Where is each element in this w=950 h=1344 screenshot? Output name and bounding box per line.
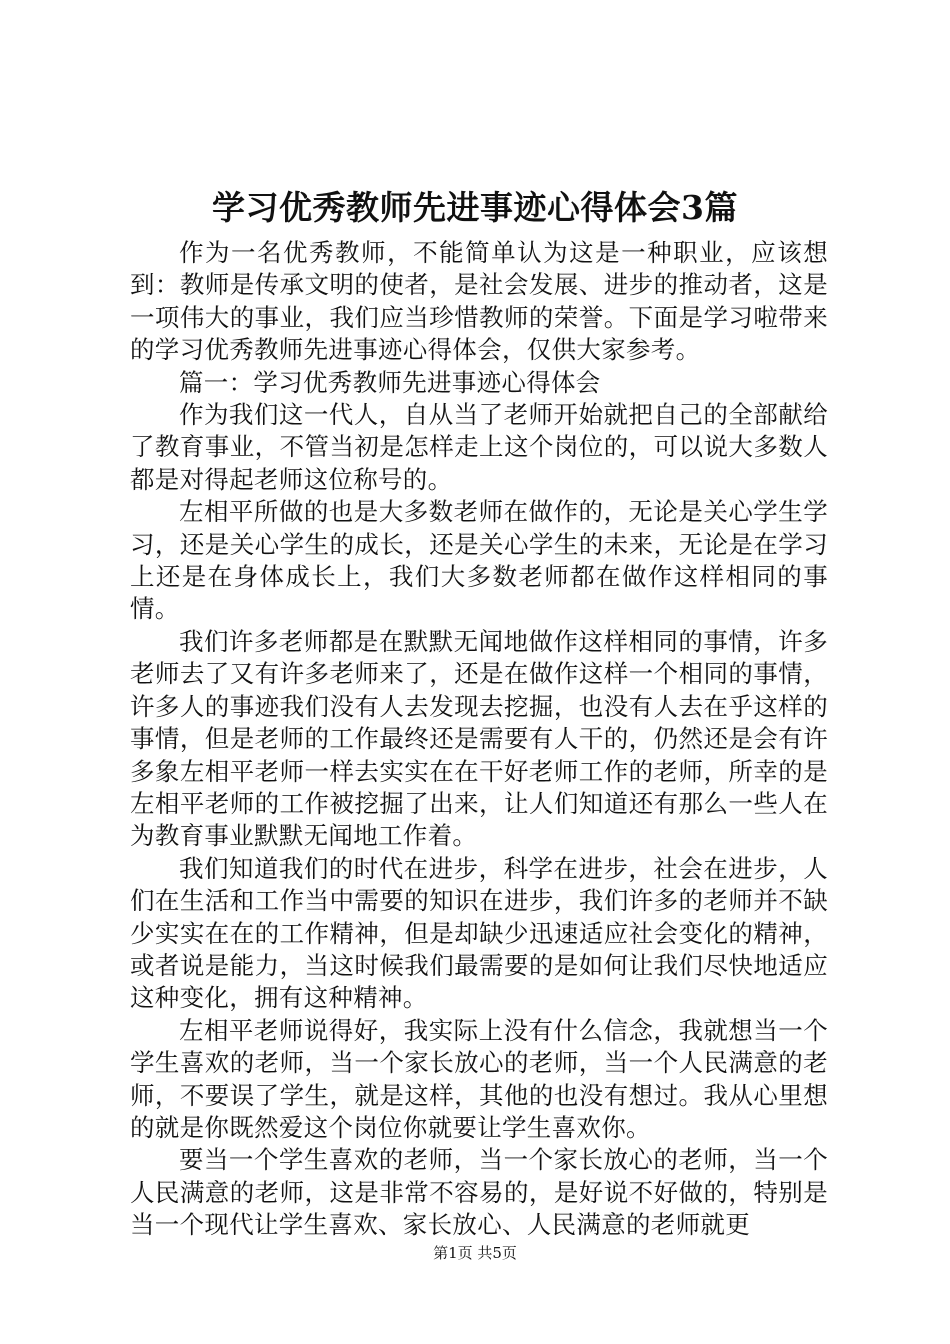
intro-paragraph: 作为一名优秀教师，不能简单认为这是一种职业，应该想到：教师是传承文明的使者，是社会发展、进步的推动者，这是一项伟大的事业，我们应当珍惜教师的荣誉。下面是学习啦带来的学习优秀教师先进事迹心得体会，仅供大家参考。 bbox=[130, 238, 828, 365]
document-title: 学习优秀教师先进事迹心得体会3篇 bbox=[212, 188, 738, 227]
body-paragraph: 作为我们这一代人，自从当了老师开始就把自己的全部献给了教育事业，不管当初是怎样走上这个岗位的，可以说大多数人都是对得起老师这位称号的。 bbox=[130, 400, 828, 494]
body-paragraph: 要当一个学生喜欢的老师，当一个家长放心的老师，当一个人民满意的老师，这是非常不容易的，是好说不好做的，特别是当一个现代让学生喜欢、家长放心、人民满意的老师就更 bbox=[130, 1145, 828, 1240]
body-paragraph: 左相平所做的也是大多数老师在做作的，无论是关心学生学习，还是关心学生的成长，还是关心学生的未来，无论是在学习上还是在身体成长上，我们大多数老师都在做作这样相同的事情。 bbox=[130, 497, 828, 624]
page-footer: 第1页 共5页 bbox=[433, 1244, 517, 1262]
body-paragraph: 我们许多老师都是在默默无闻地做作这样相同的事情，许多老师去了又有许多老师来了，还是在做作这样一个相同的事情，许多人的事迹我们没有人去发现去挖掘，也没有人去在乎这样的事情，但是老师的工作最终还是需要有人干的，仍然还是会有许多象左相平老师一样去实实在在干好老师工作的老师，所幸的是左相平老师的工作被挖掘了出来，让人们知道还有那么一些人在为教育事业默默无闻地工作着。 bbox=[130, 626, 828, 851]
section-heading: 篇一：学习优秀教师先进事迹心得体会 bbox=[179, 367, 601, 397]
body-paragraph: 我们知道我们的时代在进步，科学在进步，社会在进步，人们在生活和工作当中需要的知识在进步，我们许多的老师并不缺少实实在在的工作精神，但是却缺少迅速适应社会变化的精神，或者说是能力，当这时候我们最需要的是如何让我们尽快地适应这种变化，拥有这种精神。 bbox=[130, 853, 828, 1013]
body-paragraph: 左相平老师说得好，我实际上没有什么信念，我就想当一个学生喜欢的老师，当一个家长放心的老师，当一个人民满意的老师，不要误了学生，就是这样，其他的也没有想过。我从心里想的就是你既然爱这个岗位你就要让学生喜欢你。 bbox=[130, 1015, 828, 1142]
document-body bbox=[130, 237, 828, 1242]
